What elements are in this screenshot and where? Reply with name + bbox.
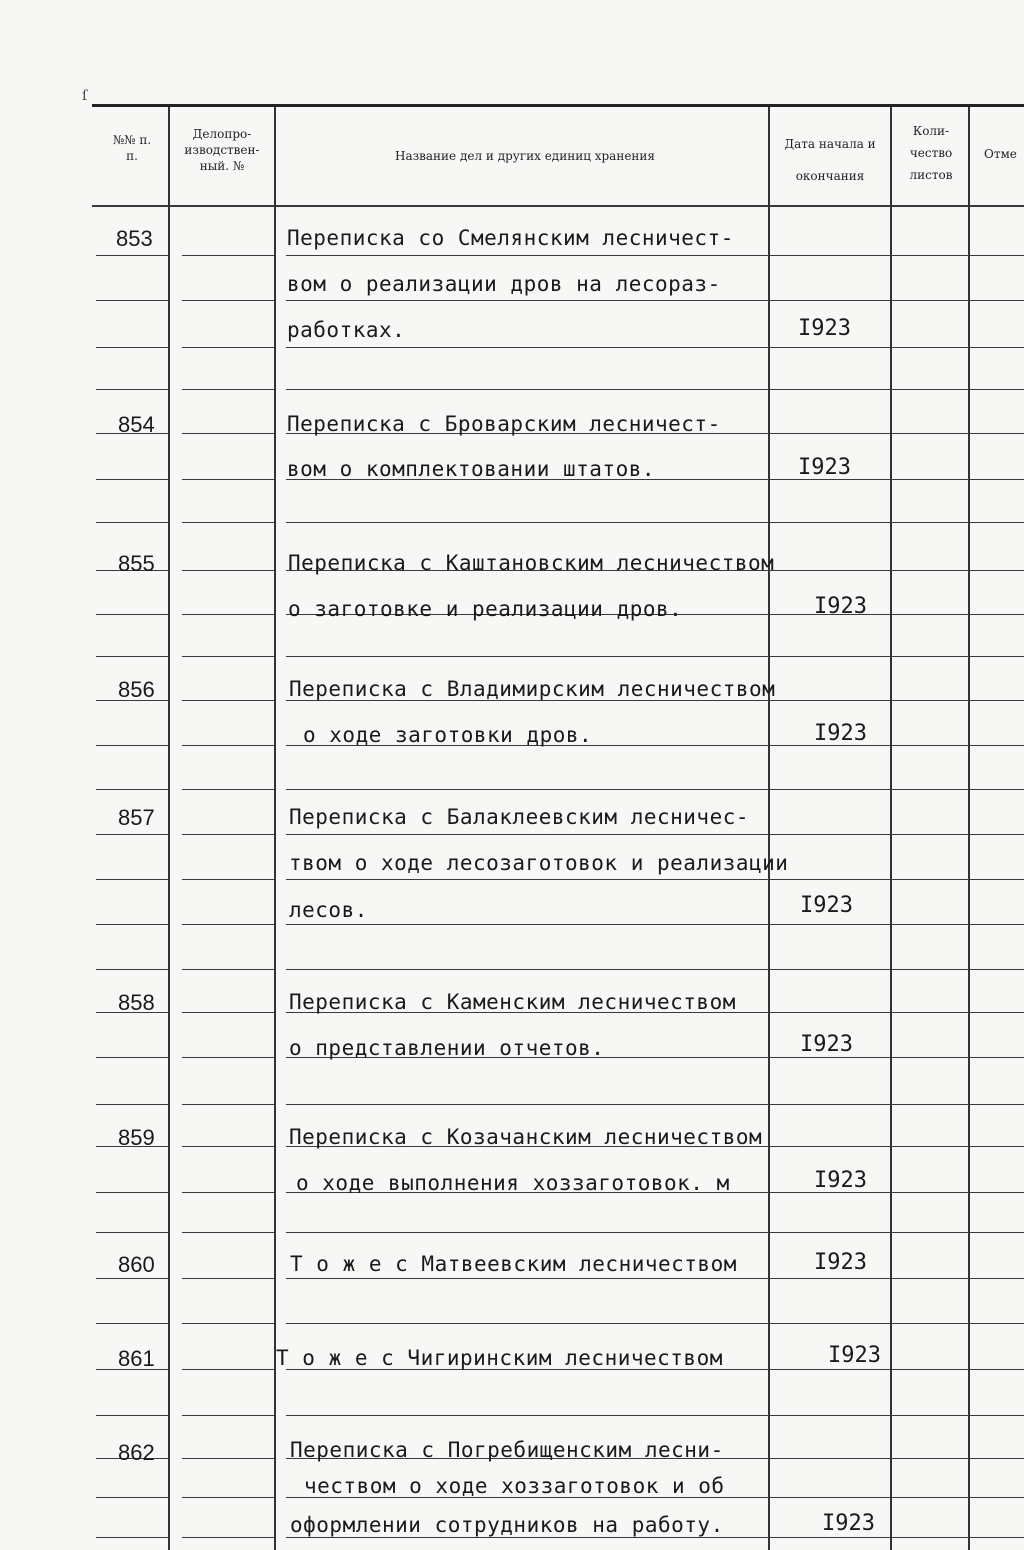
entry-number: 859 (118, 1125, 155, 1150)
entry-number: 862 (118, 1440, 155, 1465)
table-top-border (92, 104, 1024, 107)
ruled-line (182, 433, 274, 434)
entry-title-line: о заготовке и реализации дров. (288, 597, 683, 621)
entry-title-line: вом о комплектовании штатов. (287, 457, 656, 481)
ruled-line (182, 969, 274, 970)
ruled-line (182, 1369, 274, 1370)
entry-title-line: Переписка с Броварским лесничест- (287, 412, 721, 436)
ruled-line (286, 1415, 1024, 1416)
ruled-line (96, 1232, 168, 1233)
ruled-line (182, 924, 274, 925)
ruled-line (96, 1323, 168, 1324)
ruled-line (286, 1104, 1024, 1105)
ruled-line (96, 656, 168, 657)
ruled-line (96, 389, 168, 390)
ruled-line (96, 614, 168, 615)
ruled-line (182, 1323, 274, 1324)
ruled-line (182, 656, 274, 657)
ruled-line (182, 1146, 274, 1147)
ruled-line (182, 879, 274, 880)
entry-title-line: твом о ходе лесозаготовок и реализации (289, 851, 789, 875)
ruled-line (96, 924, 168, 925)
ruled-line (286, 300, 1024, 301)
entry-number: 853 (116, 226, 153, 251)
ruled-line (96, 879, 168, 880)
entry-date: I923 (798, 316, 851, 341)
entry-title-line: чеством о ходе хоззаготовок и об (304, 1474, 725, 1498)
ruled-line (96, 1497, 168, 1498)
header-sheets-label: Коли- чество листов (909, 124, 953, 182)
entry-title-line: о представлении отчетов. (289, 1036, 605, 1060)
entry-title-line: Переписка с Балаклеевским лесничес- (289, 805, 750, 829)
entry-title-line: вом о реализации дров на лесораз- (287, 272, 721, 296)
ruled-line (182, 1012, 274, 1013)
header-title-label: Название дел и других единиц хранения (394, 149, 655, 163)
entry-date: I923 (828, 1343, 881, 1368)
ruled-line (182, 570, 274, 571)
entry-number: 854 (118, 412, 155, 437)
ruled-line (96, 969, 168, 970)
header-office-label: Делопро- изводствен- ный. № (184, 127, 260, 173)
entry-date: I923 (814, 1250, 867, 1275)
column-divider-3 (768, 107, 770, 1550)
ruled-line (286, 1232, 1024, 1233)
entry-title-line: Переписка с Каменским лесничеством (289, 990, 736, 1014)
ruled-line (96, 1192, 168, 1193)
ruled-line (96, 479, 168, 480)
ruled-line (182, 479, 274, 480)
entry-title-line: о ходе выполнения хоззаготовок. м (296, 1171, 730, 1195)
ruled-line (182, 1104, 274, 1105)
ruled-line (286, 1278, 1024, 1279)
ruled-line (182, 745, 274, 746)
ruled-line (182, 255, 274, 256)
ruled-line (286, 789, 1024, 790)
ruled-line (182, 700, 274, 701)
ruled-line (182, 389, 274, 390)
header-notes-label: Отме (984, 147, 1017, 161)
header-date-label: Дата начала и окончания (784, 137, 876, 183)
header-num-label: №№ п. п. (112, 133, 152, 163)
ruled-line (96, 1104, 168, 1105)
ruled-line (286, 879, 1024, 880)
entry-title-line: Переписка со Смелянским лесничест- (287, 226, 734, 250)
entry-date: I923 (814, 1168, 867, 1193)
ruled-line (96, 255, 168, 256)
ruled-line (96, 834, 168, 835)
ruled-line (96, 1278, 168, 1279)
ruled-line (286, 656, 1024, 657)
entry-title-line: Т о ж е с Чигиринским лесничеством (276, 1346, 723, 1370)
ruled-line (182, 614, 274, 615)
ruled-line (96, 1057, 168, 1058)
entry-title-line: Переписка с Каштановским лесничеством (288, 551, 775, 575)
entry-date: I923 (800, 1032, 853, 1057)
ruled-line (286, 834, 1024, 835)
entry-number: 857 (118, 805, 155, 830)
ruled-line (286, 255, 1024, 256)
ruled-line (182, 1057, 274, 1058)
entry-date: I923 (822, 1511, 875, 1536)
entry-date: I923 (814, 721, 867, 746)
entry-number: 861 (118, 1346, 155, 1371)
ruled-line (96, 1537, 168, 1538)
entry-title-line: Т о ж е с Матвеевским лесничеством (290, 1252, 737, 1276)
entry-title-line: оформлении сотрудников на работу. (290, 1513, 724, 1537)
entry-title-line: Переписка с Владимирским лесничеством (289, 677, 776, 701)
ruled-line (286, 1537, 1024, 1538)
entry-date: I923 (814, 594, 867, 619)
ruled-line (286, 924, 1024, 925)
ruled-line (96, 1415, 168, 1416)
ruled-line (286, 522, 1024, 523)
entry-number: 855 (118, 551, 155, 576)
ruled-line (182, 300, 274, 301)
ruled-line (182, 789, 274, 790)
ruled-line (182, 522, 274, 523)
entry-title-line: лесов. (289, 898, 368, 922)
ruled-line (182, 347, 274, 348)
ruled-line (182, 1458, 274, 1459)
ruled-line (286, 1323, 1024, 1324)
ruled-line (96, 300, 168, 301)
column-divider-4 (890, 107, 892, 1550)
ruled-line (96, 522, 168, 523)
entry-title-line: о ходе заготовки дров. (303, 723, 593, 747)
ruled-line (286, 969, 1024, 970)
ruled-line (182, 834, 274, 835)
ruled-line (96, 745, 168, 746)
entry-title-line: работках. (287, 318, 406, 342)
entry-number: 856 (118, 677, 155, 702)
ruled-line (96, 347, 168, 348)
ruled-line (182, 1278, 274, 1279)
column-divider-1 (168, 107, 170, 1550)
entry-date: I923 (800, 893, 853, 918)
header-bottom-border (92, 205, 1024, 207)
entry-date: I923 (798, 455, 851, 480)
entry-title-line: Переписка с Козачанским лесничеством (289, 1125, 763, 1149)
margin-mark: ſ (82, 88, 88, 104)
ruled-line (96, 789, 168, 790)
entry-title-line: Переписка с Погребищенским лесни- (290, 1438, 724, 1462)
entry-number: 858 (118, 990, 155, 1015)
entry-number: 860 (118, 1252, 155, 1277)
column-divider-2 (274, 107, 276, 1550)
ruled-line (286, 347, 1024, 348)
ruled-line (182, 1497, 274, 1498)
ruled-line (182, 1415, 274, 1416)
ruled-line (182, 1232, 274, 1233)
column-divider-5 (968, 107, 970, 1550)
ruled-line (286, 389, 1024, 390)
ruled-line (182, 1192, 274, 1193)
ruled-line (182, 1537, 274, 1538)
